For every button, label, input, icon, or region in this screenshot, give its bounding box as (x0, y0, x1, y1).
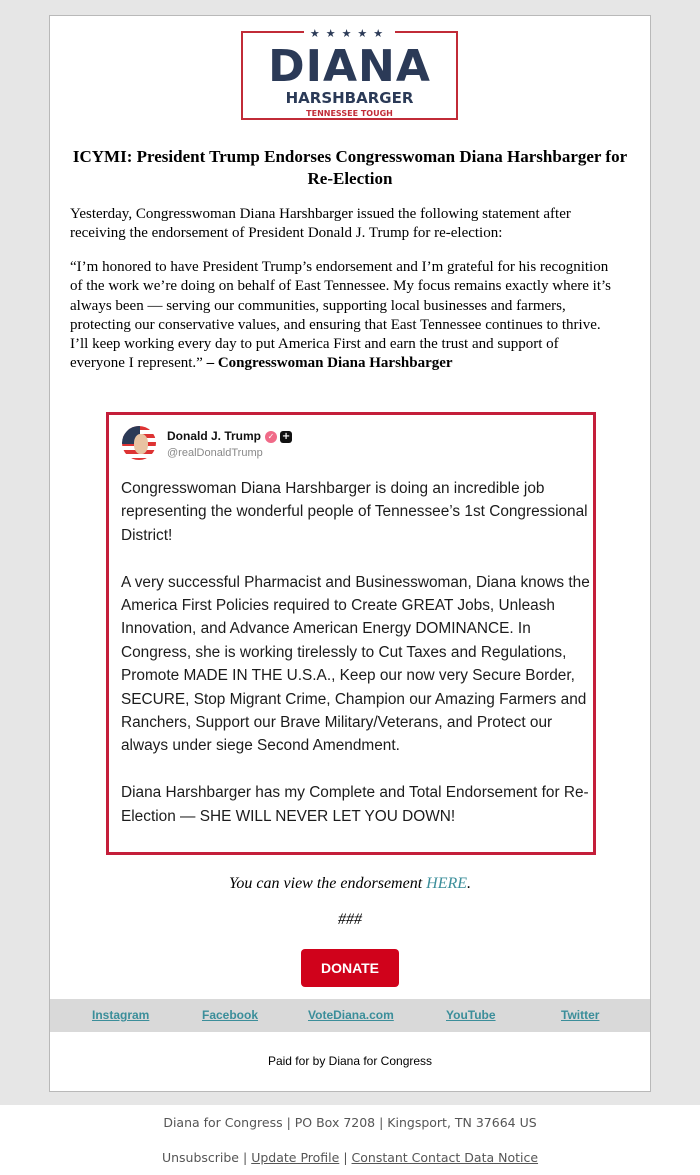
unsubscribe-link[interactable]: Unsubscribe (161, 1150, 240, 1165)
logo-tagline: TENNESSEE TOUGH (243, 109, 456, 118)
tweet-handle: @realDonaldTrump (167, 447, 263, 459)
logo-last-name: HARSHBARGER (285, 89, 414, 107)
view-endorsement-line: You can view the endorsement HERE. (228, 875, 472, 892)
data-notice-link[interactable]: Constant Contact Data Notice (351, 1150, 539, 1165)
votediana-link[interactable]: VoteDiana.com (308, 1008, 394, 1022)
quote-text: “I’m honored to have President Trump’s endorsement and I’m grateful for his recognition of the work we’re doing on behalf of East Tennessee. My focus remains exactly where it’s always been — serving our communities, supporting local businesses and farmers, protecting our conservative values, and ensuring that East Tennessee continues to thrive. I’ll keep working every day to put America First and earn the trust and support of everyone I represent.” (70, 259, 612, 372)
quote-attribution: – Congresswoman Diana Harshbarger (206, 355, 453, 372)
twitter-link[interactable]: Twitter (561, 1008, 600, 1022)
email-footer (0, 1105, 700, 1175)
social-links-bar (50, 999, 650, 1032)
avatar (122, 426, 156, 460)
footer-links: Unsubscribe | Update Profile | Constant Contact Data Notice (161, 1150, 539, 1165)
tweet-body (121, 477, 591, 828)
intro-paragraph: Yesterday, Congresswoman Diana Harshbarger issued the following statement after receiving the endorsement of President Donald J. Trump for re-election: (70, 206, 571, 242)
youtube-link[interactable]: YouTube (446, 1008, 496, 1022)
tweet-paragraph: Diana Harshbarger has my Complete and Total Endorsement for Re-Election — SHE WILL NEVER LET YOU DOWN! (121, 784, 589, 825)
tweet-paragraph: A very successful Pharmacist and Businesswoman, Diana knows the America First Policies required to Create GREAT Jobs, Unleash Innovation, and Advance American Energy DOMINANCE. In Congress, she is working tirelessly to Cut Taxes and Regulations, Promote MADE IN THE U.S.A., Keep our now very Secure Border, SECURE, Stop Migrant Crime, Champion our Amazing Farmers and Ranchers, Support our Brave Military/Veterans, and Protect our always under siege Second Amendment. (121, 573, 590, 755)
quote-paragraph (70, 258, 615, 374)
paid-for-disclaimer: Paid for by Diana for Congress (267, 1054, 433, 1068)
update-profile-link[interactable]: Update Profile (251, 1150, 340, 1165)
email-card (49, 15, 651, 1092)
verified-badge-icon: ✓ (265, 431, 277, 443)
end-marker: ### (338, 911, 362, 928)
donate-button[interactable]: DONATE (301, 949, 399, 987)
footer-address: Diana for Congress | PO Box 7208 | Kingsport, TN 37664 US (163, 1115, 537, 1130)
stars-decoration: ★★★★★ (243, 24, 456, 42)
campaign-logo (241, 27, 458, 120)
endorsement-link[interactable]: HERE (426, 875, 468, 892)
tweet-paragraph: Congresswoman Diana Harshbarger is doing an incredible job representing the wonderful people of Tennessee’s 1st Congressional District! (121, 480, 588, 544)
facebook-link[interactable]: Facebook (202, 1008, 259, 1022)
headline: ICYMI: President Trump Endorses Congresswoman Diana Harshbarger for Re-Election (72, 147, 628, 188)
tweet-author-name: Donald J. Trump (167, 429, 262, 443)
logo-first-name: DIANA (268, 41, 431, 92)
tweet-author (167, 429, 292, 443)
instagram-link[interactable]: Instagram (92, 1008, 150, 1022)
tweet-embed (106, 412, 596, 855)
plus-icon: + (281, 431, 291, 442)
